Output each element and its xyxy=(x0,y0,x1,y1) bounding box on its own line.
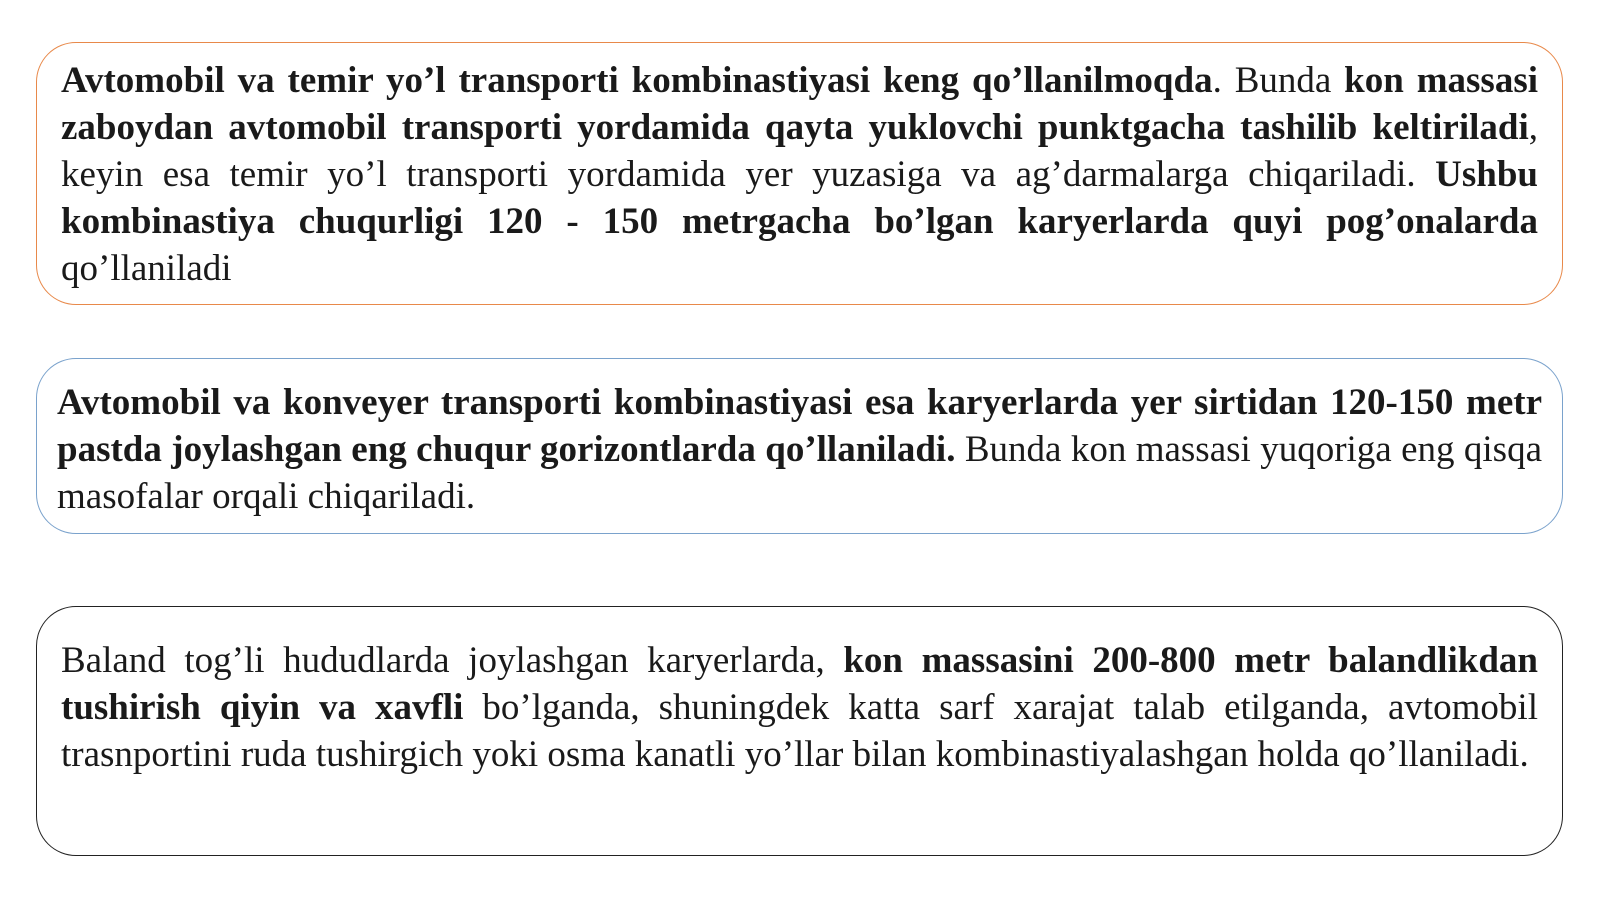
bold-text: Ushbu kombinastiya chuqurligi 120 - 150 metrgacha bo’lgan karyerlarda quyi pog’onalarda xyxy=(61,154,1538,242)
bold-text: Avtomobil va temir yo’l transporti kombinastiyasi keng qo’llanilmoqda xyxy=(61,60,1213,101)
bold-text: kon massasi zaboydan avtomobil transporti yordamida qayta yuklovchi punktgacha tashilib keltiriladi xyxy=(61,60,1538,148)
paragraph-auto-rail xyxy=(61,57,1538,292)
text-box-auto-conveyor xyxy=(36,358,1563,534)
plain-text: , keyin esa temir yo’l transporti yordamida yer yuzasiga va ag’darmalarga chiqariladi. xyxy=(61,107,1538,195)
bold-text: Avtomobil va konveyer transporti kombinastiyasi esa karyerlarda yer sirtidan 120-150 metr pastda joylashgan eng chuqur gorizontlarda qo’llaniladi. xyxy=(57,382,1542,470)
plain-text: Baland tog’li hududlarda joylashgan karyerlarda, xyxy=(61,640,844,681)
text-box-auto-rail xyxy=(36,42,1563,305)
paragraph-mountain-quarries xyxy=(61,637,1538,778)
plain-text: bo’lganda, shuningdek katta sarf xarajat talab etilganda, avtomobil trasnportini ruda tushirgich yoki osma kanatli yo’llar bilan kombinastiyalashgan holda qo’llaniladi. xyxy=(61,687,1538,775)
text-box-mountain-quarries xyxy=(36,606,1563,856)
bold-text: kon massasini 200-800 metr balandlikdan tushirish qiyin va xavfli xyxy=(61,640,1538,728)
plain-text: qo’llaniladi xyxy=(61,248,232,289)
plain-text: Bunda kon massasi yuqoriga eng qisqa masofalar orqali chiqariladi. xyxy=(57,429,1543,517)
plain-text: . Bunda xyxy=(1212,60,1345,101)
paragraph-auto-conveyor xyxy=(57,379,1542,520)
